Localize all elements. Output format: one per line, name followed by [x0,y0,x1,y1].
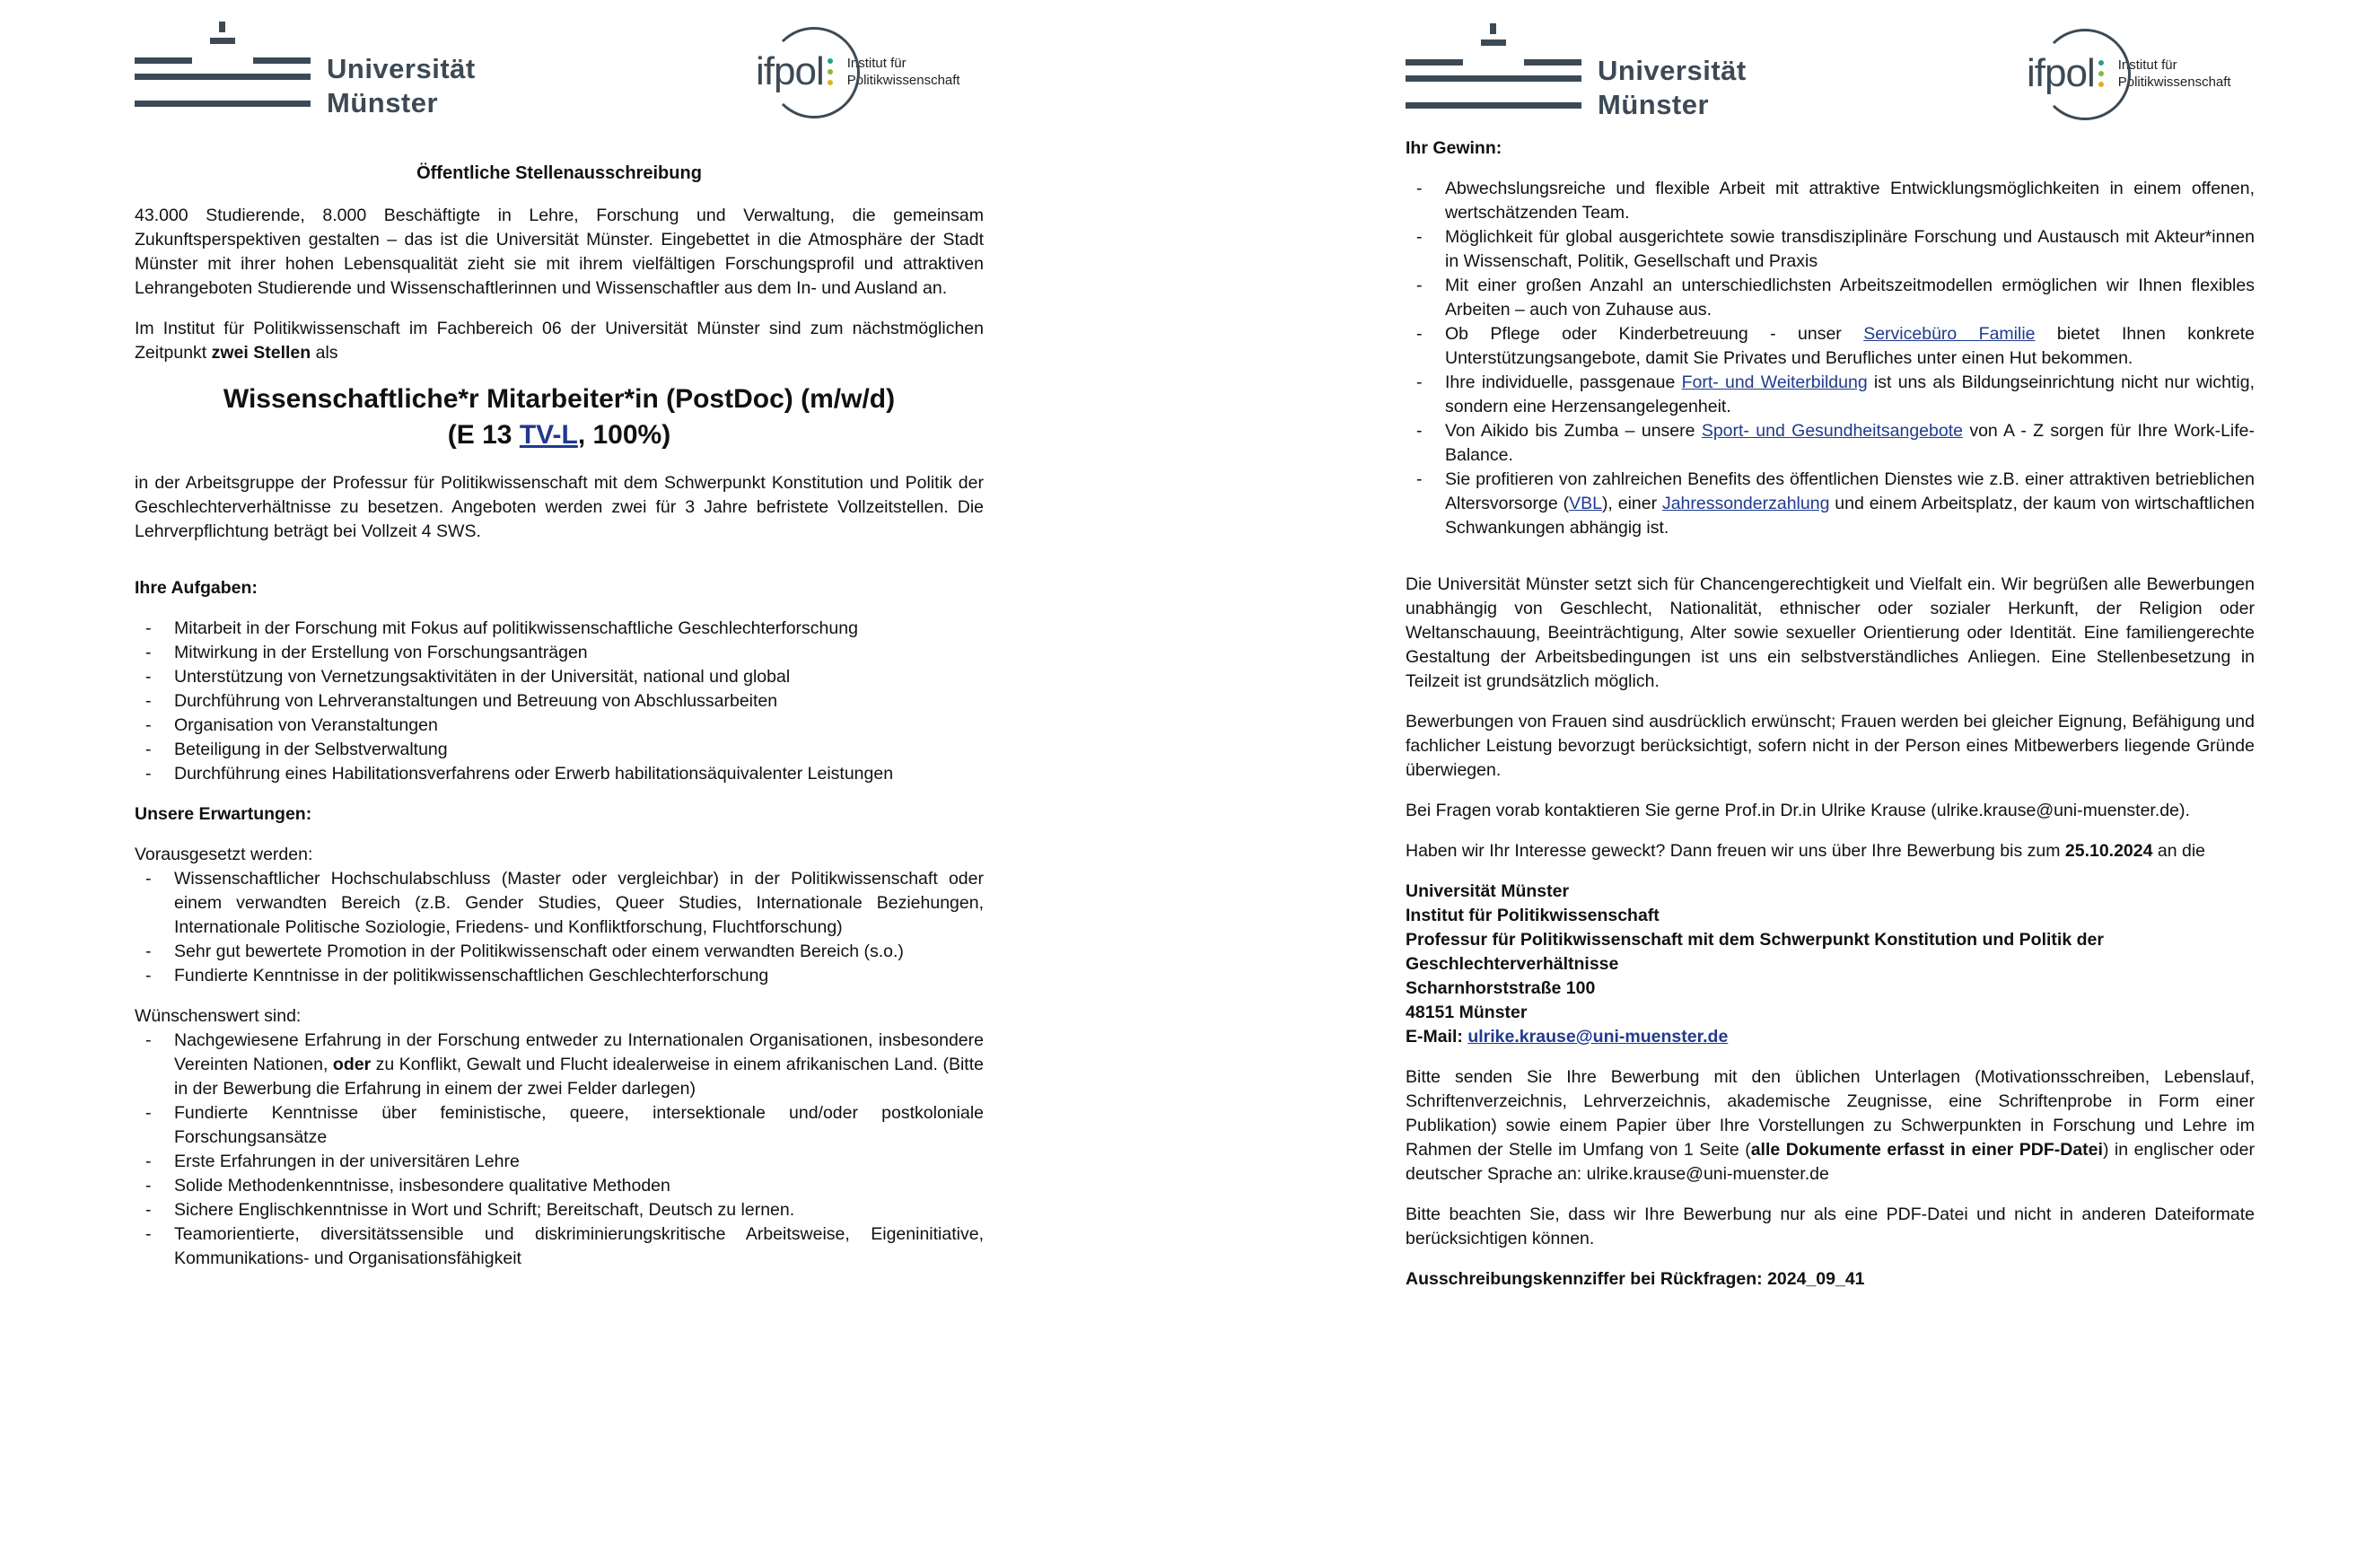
list-item: - Unterstützung von Vernetzungsaktivitäten in der Universität, national und global [135,665,984,689]
university-logo-mark-icon [1406,23,1581,117]
sport-gesundheit-link[interactable]: Sport- und Gesundheitsangebote [1701,421,1963,441]
university-logo-mark-icon [135,22,311,115]
vbl-link[interactable]: VBL [1569,494,1602,513]
send-paragraph: Bitte senden Sie Ihre Bewerbung mit den üblichen Unterlagen (Motivationsschreiben, Lebenslauf, Schriftenverzeichnis, Lehrverzeichnis, akademische Zeugnisse, eine Schriftenprobe in Form einer Publikation) sowie einem Papier über Ihre Vorstellungen zu Schwerpunkten in Forschung und Lehre im Rahmen der Stelle im Umfang von 1 Seite (alle Dokumente erfasst in einer PDF-Datei) in englischer oder deutscher Sprache an: ulrike.krause@uni-muenster.de [1406,1067,2255,1184]
required-list [135,867,984,988]
deadline-date: 25.10.2024 [2064,841,2153,861]
tasks-heading: Ihre Aufgaben: [135,578,258,598]
list-item: - Durchführung von Lehrveranstaltungen und Betreuung von Abschlussarbeiten [135,689,984,714]
university-logo [135,22,476,120]
desired-label: Wünschenswert sind: [135,1006,302,1026]
list-item: - Fundierte Kenntnisse über feministische, queere, intersektionale und/oder postkoloniale Forschungsansätze [135,1101,984,1150]
weiterbildung-link[interactable]: Fort- und Weiterbildung [1681,372,1868,392]
job-title-line1: Wissenschaftliche*r Mitarbeiter*in (PostDoc) (m/w/d) [223,384,896,414]
list-item: - Mitarbeit in der Forschung mit Fokus auf politikwissenschaftliche Geschlechterforschung [135,617,984,641]
list-item: - Mitwirkung in der Erstellung von Forschungsanträgen [135,641,984,665]
ifpol-arc-icon [768,27,860,118]
job-title [135,381,984,453]
women-paragraph: Bewerbungen von Frauen sind ausdrücklich erwünscht; Frauen werden bei gleicher Eignung, Befähigung und fachlicher Leistung bevorzugt berücksichtigt, sofern nicht in der Person eines Mitbewerbers liegende Gründe überwiegen. [1406,712,2255,780]
benefits-list [1406,177,2255,540]
pdf-note-paragraph: Bitte beachten Sie, dass wir Ihre Bewerbung nur als eine PDF-Datei und nicht in anderen Dateiformate berücksichtigen können. [1406,1204,2255,1248]
postal-address: Universität Münster Institut für Politikwissenschaft Professur für Politikwissenschaft mit dem Schwerpunkt Konstitution und Politik der Geschlechterverhältnisse Scharnhorststraße 100 48151 Münster E-Mail: ulrike.krause@uni-muenster.de [1406,881,2104,1047]
desired-list [135,1029,984,1271]
list-item: - Nachgewiesene Erfahrung in der Forschung entweder zu Internationalen Organisationen, insbesondere Vereinten Nationen, oder zu Konflikt, Gewalt und Flucht idealerweise in einem afrikanischen Land. (Bitte in der Bewerbung die Erfahrung in einem der zwei Felder darlegen) [135,1029,984,1101]
list-item: - Fundierte Kenntnisse in der politikwissenschaftlichen Geschlechterforschung [135,964,984,988]
expectations-heading: Unsere Erwartungen: [135,804,312,824]
list-item: - Sehr gut bewertete Promotion in der Politikwissenschaft oder einem verwandten Bereich (s.o.) [135,940,984,964]
university-name-line2: Münster [1598,89,1710,120]
institute-paragraph: Im Institut für Politikwissenschaft im Fachbereich 06 der Universität Münster sind zum nächstmöglichen Zeitpunkt zwei Stellen als [135,319,984,363]
list-item: - Beteiligung in der Selbstverwaltung [135,738,984,762]
ifpol-subtitle-line2: Politikwissenschaft [846,73,960,88]
ifpol-wordmark: ifpol [2027,51,2095,95]
left-content [135,162,984,1287]
list-item: - Wissenschaftlicher Hochschulabschluss (Master oder vergleichbar) in der Politikwissenschaft oder einem verwandten Bereich (z.B. Gender Studies, Queer Studies, Internationale Beziehungen, Internationale Politische Soziologie, Friedens- und Konfliktforschung, Fluchtforschung) [135,867,984,940]
description-paragraph: in der Arbeitsgruppe der Professur für Politikwissenschaft mit dem Schwerpunkt Konstitution und Politik der Geschlechterverhältnisse zu besetzen. Angeboten werden zwei für 3 Jahre befristete Vollzeitstellen. Die Lehrverpflichtung beträgt bei Vollzeit 4 SWS. [135,473,984,541]
intro-paragraph: 43.000 Studierende, 8.000 Beschäftigte in Lehre, Forschung und Verwaltung, die gemeinsam Zukunftsperspektiven gestalten – das ist die Universität Münster. Eingebettet in die Atmosphäre der Stadt Münster mit ihrer hohen Lebensqualität zieht sie mit ihrem vielfältigen Forschungsprofil und attraktiven Lehrangeboten Studierende und Wissenschaftlerinnen und Wissenschaftler aus dem In- und Ausland an. [135,206,984,298]
servicebuero-familie-link[interactable]: Servicebüro Familie [1863,324,2036,344]
university-logo [1406,23,1747,122]
list-item: - Abwechslungsreiche und flexible Arbeit mit attraktive Entwicklungsmöglichkeiten in einem offenen, wertschätzenden Team. [1406,177,2255,225]
ifpol-arc-icon [2039,29,2131,120]
list-item: - Teamorientierte, diversitätssensible und diskriminierungskritische Arbeitsweise, Eigeninitiative, Kommunikations- und Organisationsfähigkeit [135,1222,984,1271]
page-left [0,0,1176,1568]
benefits-heading: Ihr Gewinn: [1406,138,1502,158]
ifpol-logo [2027,29,2231,118]
list-item: - Mit einer großen Anzahl an unterschiedlichsten Arbeitszeitmodellen ermöglichen wir Ihnen flexibles Arbeiten – auch von Zuhause aus. [1406,274,2255,322]
ifpol-logo [756,27,960,117]
list-item: - Organisation von Veranstaltungen [135,714,984,738]
ifpol-subtitle-line1: Institut für [2117,57,2177,73]
diversity-paragraph: Die Universität Münster setzt sich für Chancengerechtigkeit und Vielfalt ein. Wir begrüßen alle Bewerbungen unabhängig von Geschlecht, Nationalität, ethnischer oder sozialer Herkunft, der Religion oder Weltanschauung, Beeinträchtigung, Alter sowie sexueller Orientierung oder Identität. Eine familiengerechte Gestaltung der Arbeitsbedingungen ist uns ein selbstverständliches Anliegen. Eine Stellenbesetzung in Teilzeit ist grundsätzlich möglich. [1406,574,2255,691]
list-item: - Solide Methodenkenntnisse, insbesondere qualitative Methoden [135,1174,984,1198]
page-right [1183,0,2365,1568]
ifpol-subtitle-line2: Politikwissenschaft [2117,74,2231,90]
ifpol-wordmark: ifpol [756,49,824,93]
email-link[interactable]: ulrike.krause@uni-muenster.de [1467,1027,1729,1047]
list-item: - Durchführung eines Habilitationsverfahrens oder Erwerb habilitationsäquivalenter Leistungen [135,762,984,786]
list-item: - Erste Erfahrungen in der universitären Lehre [135,1150,984,1174]
list-item: - Sichere Englischkenntnisse in Wort und Schrift; Bereitschaft, Deutsch zu lernen. [135,1198,984,1222]
right-content [1406,136,2255,1308]
tvl-link[interactable]: TV-L [519,420,578,450]
list-item: - Von Aikido bis Zumba – unsere Sport- und Gesundheitsangebote von A - Z sorgen für Ihre Work-Life-Balance. [1406,419,2255,468]
university-name-line1: Universität [1598,55,1747,86]
job-title-line2: (E 13 TV-L, 100%) [447,420,671,450]
university-name-line1: Universität [327,53,476,84]
list-item: - Möglichkeit für global ausgerichtete sowie transdisziplinäre Forschung und Austausch mit Akteur*innen in Wissenschaft, Politik, Gesellschaft und Praxis [1406,225,2255,274]
list-item: - Ob Pflege oder Kinderbetreuung - unser Servicebüro Familie bietet Ihnen konkrete Unterstützungsangebote, damit Sie Privates und Berufliches unter einen Hut bekommen. [1406,322,2255,371]
list-item: - Ihre individuelle, passgenaue Fort- und Weiterbildung ist uns als Bildungseinrichtung nicht nur wichtig, sondern eine Herzensangelegenheit. [1406,371,2255,419]
reference-number: Ausschreibungskennziffer bei Rückfragen: 2024_09_41 [1406,1269,1865,1289]
list-item: - Sie profitieren von zahlreichen Benefits des öffentlichen Dienstes wie z.B. einer attraktiven betrieblichen Altersvorsorge (VBL), einer Jahressonderzahlung und einem Arbeitsplatz, der kaum von wirtschaftlichen Schwankungen abhängig ist. [1406,468,2255,540]
university-name-line2: Münster [327,87,439,118]
tasks-list [135,617,984,786]
questions-paragraph: Bei Fragen vorab kontaktieren Sie gerne Prof.in Dr.in Ulrike Krause (ulrike.krause@uni-muenster.de). [1406,801,2190,820]
posting-heading: Öffentliche Stellenausschreibung [416,163,702,183]
interest-paragraph: Haben wir Ihr Interesse geweckt? Dann freuen wir uns über Ihre Bewerbung bis zum 25.10.2024 an die [1406,841,2206,861]
ifpol-subtitle-line1: Institut für [846,56,907,71]
jahressonderzahlung-link[interactable]: Jahressonderzahlung [1661,494,1830,513]
required-label: Vorausgesetzt werden: [135,845,313,864]
